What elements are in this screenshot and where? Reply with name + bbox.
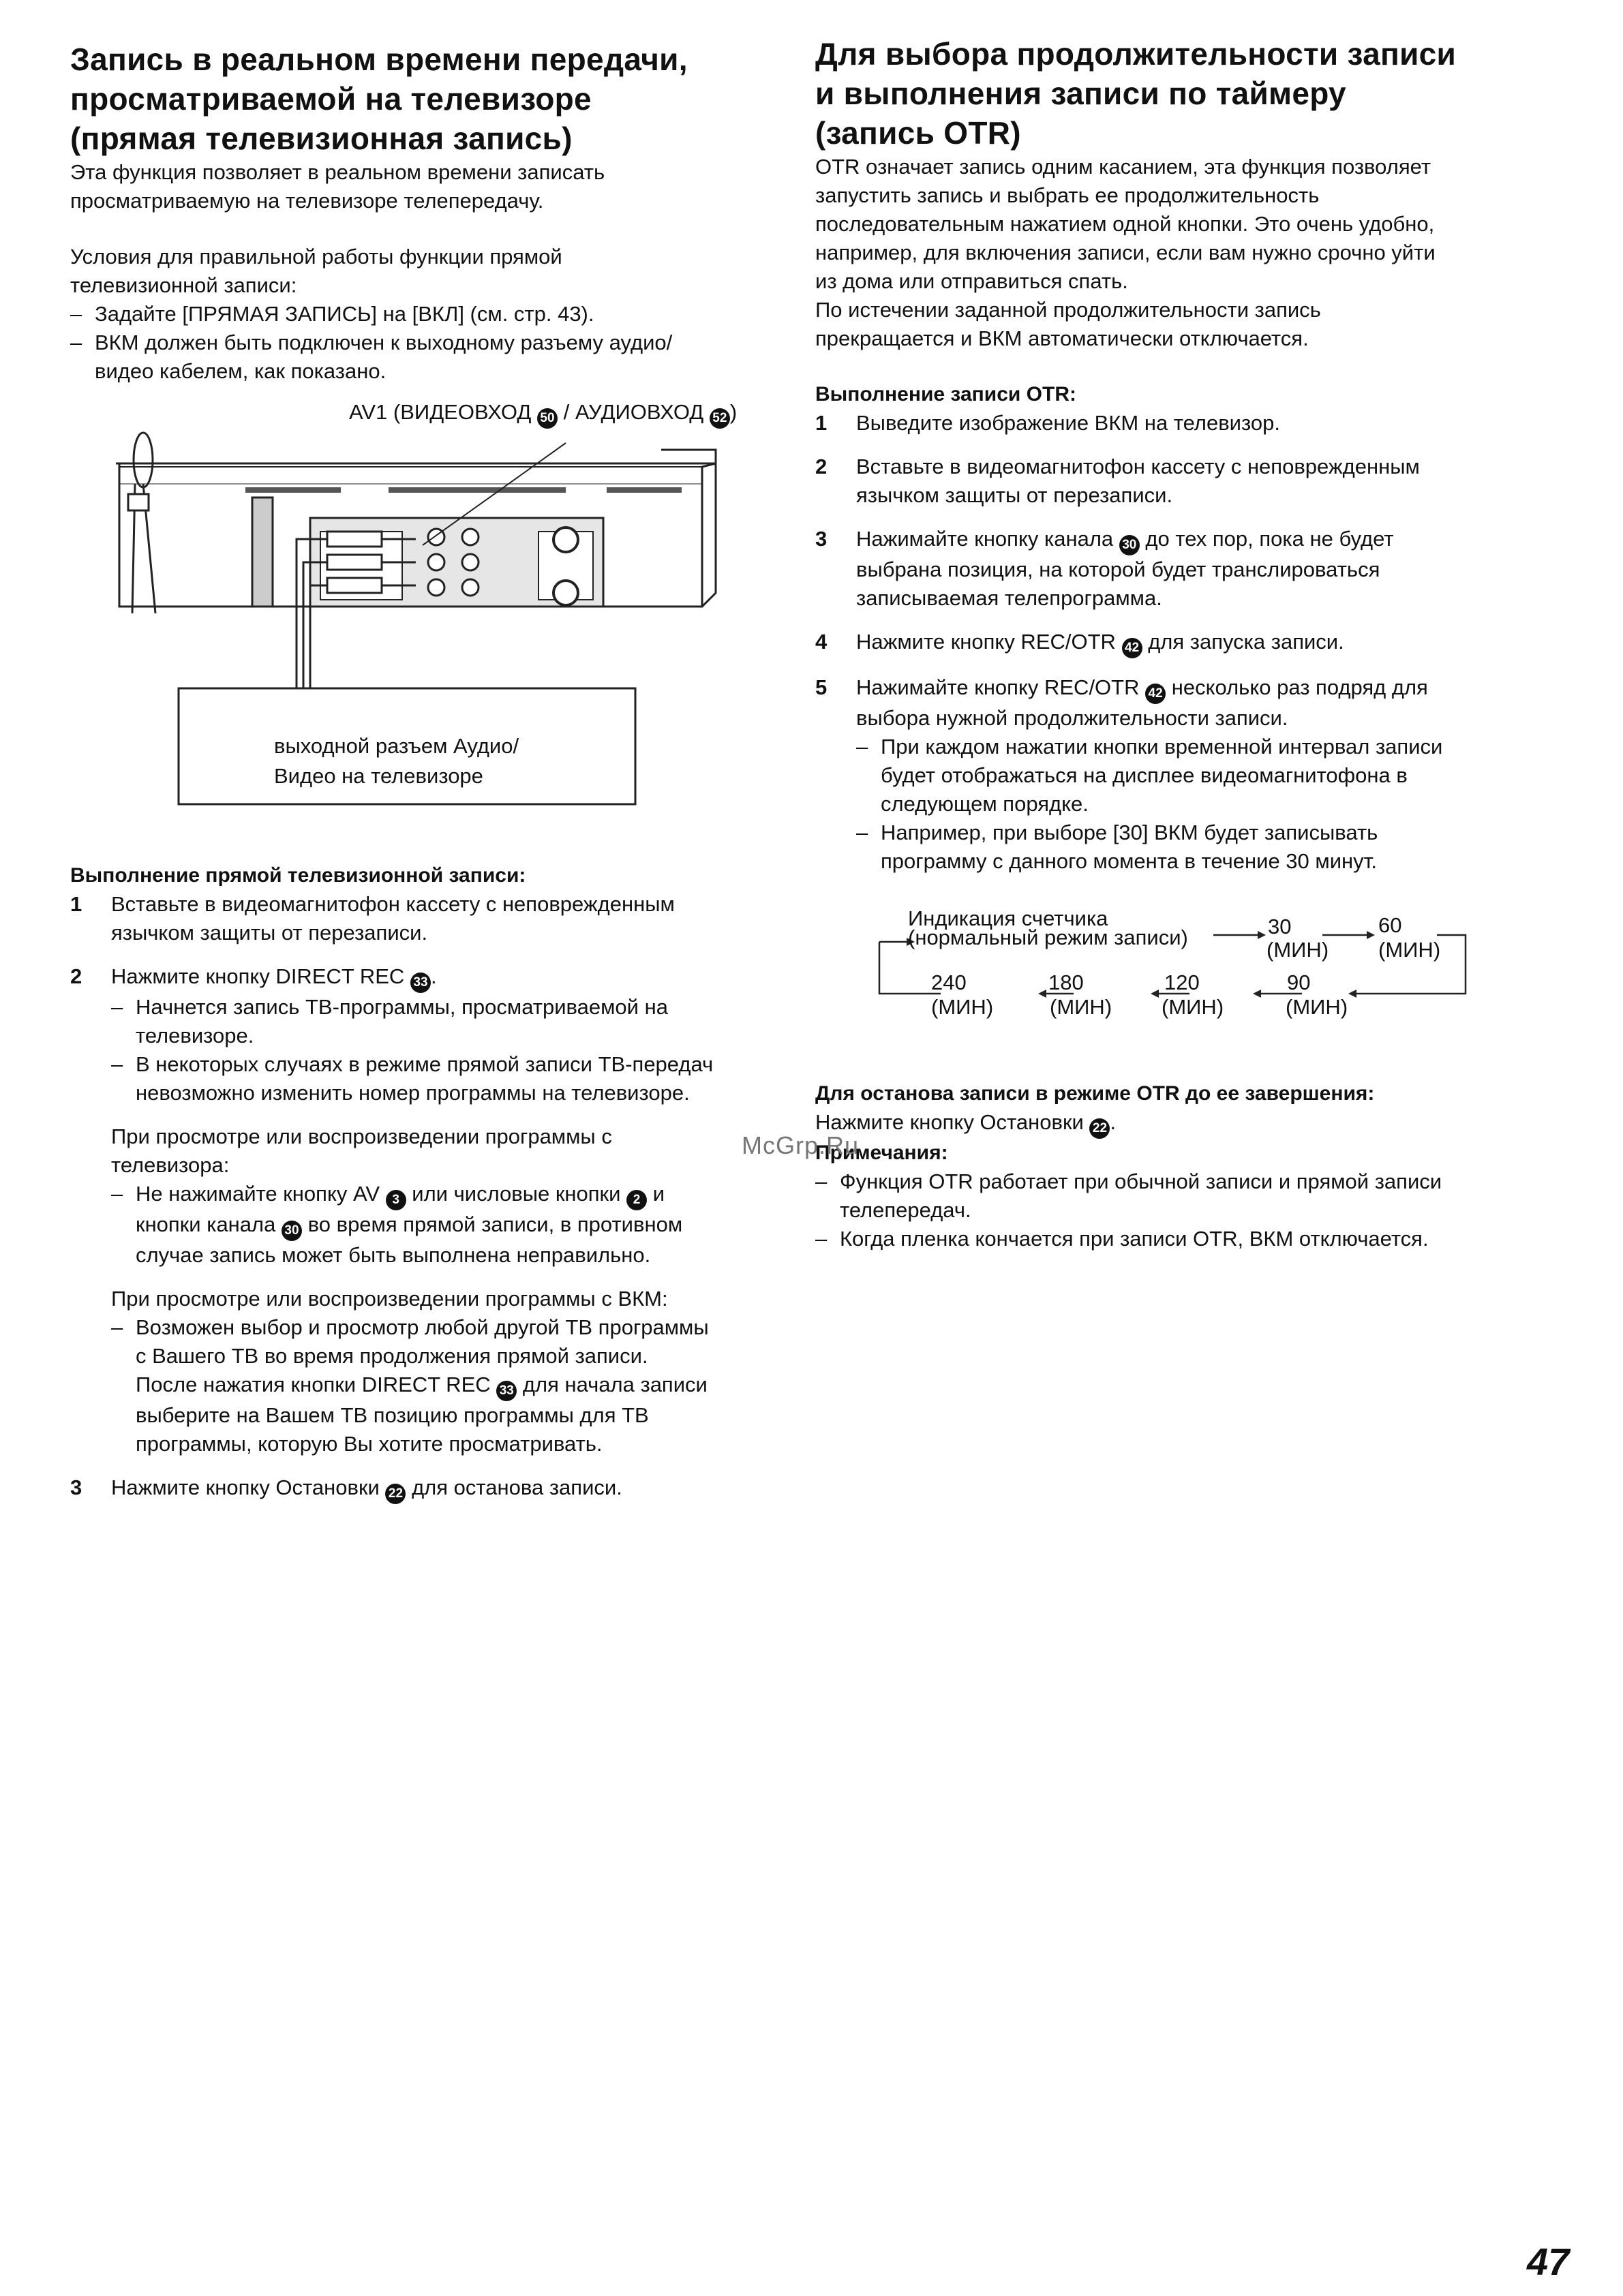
- text-line: или числовые кнопки: [412, 1182, 621, 1206]
- number-badge: [386, 1190, 406, 1210]
- number-badge: [282, 1221, 302, 1241]
- step-item: [70, 1473, 786, 1504]
- condition-item: [70, 300, 786, 328]
- text-line: Условия для правильной работы функции прямой: [70, 245, 562, 269]
- page-number: 47: [1527, 2240, 1570, 2283]
- section-heading: Выполнение прямой телевизионной записи:: [70, 864, 526, 887]
- text-line: во время прямой записи, в противном: [307, 1212, 683, 1236]
- text-line: Нажимайте кнопку REC/OTR: [856, 675, 1140, 699]
- text-line: выходной разъем Аудио/: [274, 734, 519, 758]
- text-line: По истечении заданной продолжительности запись: [815, 298, 1321, 322]
- right-title: [815, 34, 1517, 153]
- text-line: программы, которую Вы хотите просматривать.: [136, 1432, 603, 1456]
- conditions-intro: [70, 243, 786, 300]
- unit-90: (МИН): [1286, 995, 1348, 1019]
- stop-text: [815, 1108, 1517, 1139]
- text-line: выбора нужной продолжительности записи.: [856, 706, 1288, 730]
- text-line: Возможен выбор и просмотр любой другой ТВ программы: [136, 1315, 709, 1339]
- text-line: Нажмите кнопку REC/OTR: [856, 630, 1116, 654]
- text-line: Начнется запись ТВ-программы, просматриваемой на: [136, 995, 668, 1019]
- text-line: выбрана позиция, на которой будет транслироваться: [856, 557, 1380, 581]
- left-intro: [70, 158, 786, 215]
- text-line: кнопки канала: [136, 1212, 276, 1236]
- step-item: [70, 962, 786, 993]
- left-title-line: Запись в реальном времени передачи,: [70, 42, 688, 77]
- text-line: Вставьте в видеомагнитофон кассету с неповрежденным: [111, 892, 675, 916]
- vent-strip: [607, 487, 682, 493]
- direct-rec-section: [70, 861, 786, 1504]
- text-line: для начала записи: [522, 1373, 708, 1396]
- unit-60: (МИН): [1378, 938, 1441, 962]
- step-number: 4: [815, 630, 828, 654]
- unit-30: (МИН): [1266, 938, 1329, 962]
- value-30: 30: [1268, 915, 1292, 938]
- step-number: 1: [70, 892, 82, 916]
- text-line: OTR означает запись одним касанием, эта функция позволяет: [815, 155, 1431, 179]
- av1-label-text: AV1 (ВИДЕОВХОД: [349, 400, 532, 424]
- otr-flow-diagram: [866, 900, 1479, 1036]
- unit-180: (МИН): [1050, 995, 1112, 1019]
- av-cable: [297, 539, 327, 688]
- text-line: При каждом нажатии кнопки временной интервал записи: [881, 735, 1443, 759]
- text-line: Функция OTR работает при обычной записи и прямой записи: [840, 1169, 1442, 1193]
- note-item: [815, 1167, 1517, 1225]
- text-line: При просмотре или воспроизведении программы с: [111, 1124, 612, 1148]
- text-line: телепередач.: [840, 1198, 971, 1222]
- number-badge: [496, 1381, 517, 1401]
- otr-section-heading: Выполнение записи OTR:: [815, 383, 1076, 405]
- av1-label: [349, 398, 737, 429]
- step-number: 2: [70, 964, 82, 988]
- text-line: для останова записи.: [412, 1475, 622, 1499]
- dash-marker: –: [70, 302, 82, 326]
- number-badge: [710, 408, 730, 429]
- text-line: Видео на телевизоре: [274, 764, 483, 788]
- left-column: [70, 40, 786, 386]
- text-line: Вставьте в видеомагнитофон кассету с неповрежденным: [856, 455, 1420, 478]
- dash-marker: –: [815, 1227, 828, 1251]
- text-line: с Вашего ТВ во время продолжения прямой записи.: [136, 1344, 648, 1368]
- text-line: случае запись может быть выполнена неправильно.: [136, 1243, 651, 1267]
- unit-120: (МИН): [1162, 995, 1224, 1019]
- note-item: [856, 818, 1517, 876]
- dash-marker: –: [111, 1182, 123, 1206]
- text-line: просматриваемую на телевизоре телепередачу.: [70, 189, 544, 213]
- text-line: запустить запись и выбрать ее продолжительность: [815, 183, 1320, 207]
- text-line: Эта функция позволяет в реальном времени записать: [70, 160, 605, 184]
- text-line: ВКМ должен быть подключен к выходному разъему аудио/: [95, 331, 673, 354]
- text-line: из дома или отправиться спать.: [815, 269, 1128, 293]
- dash-marker: –: [111, 1315, 123, 1339]
- value-240: 240: [931, 970, 967, 994]
- text-line: Когда пленка кончается при записи OTR, ВКМ отключается.: [840, 1227, 1429, 1251]
- note-item: [111, 1313, 786, 1458]
- text-line: В некоторых случаях в режиме прямой записи ТВ-передач: [136, 1052, 714, 1076]
- text-line: выберите на Вашем ТВ позицию программы для ТВ: [136, 1403, 649, 1427]
- text-line: Например, при выборе [30] ВКМ будет записывать: [881, 821, 1378, 844]
- text-line: язычком защиты от перезаписи.: [856, 483, 1173, 507]
- dash-marker: –: [111, 1052, 123, 1076]
- number-badge: [1145, 684, 1166, 704]
- step-number: 2: [815, 455, 828, 478]
- right-column: [815, 34, 1517, 876]
- text-line: для запуска записи.: [1148, 630, 1344, 654]
- number-badge: [626, 1190, 647, 1210]
- vent-strip: [245, 487, 341, 493]
- value-180: 180: [1048, 970, 1084, 994]
- step-item: [815, 525, 1517, 613]
- note-item: [815, 1225, 1517, 1253]
- note-item: [111, 1180, 786, 1270]
- tv-watch-intro: [111, 1122, 786, 1180]
- left-title: [70, 40, 786, 158]
- left-title-line: просматриваемой на телевизоре: [70, 81, 592, 117]
- note-item: [111, 993, 786, 1050]
- dash-marker: –: [815, 1169, 828, 1193]
- value-60: 60: [1378, 913, 1402, 937]
- step-number: 3: [70, 1475, 82, 1499]
- step-item: [815, 409, 1517, 438]
- vcr-watch-intro: При просмотре или воспроизведении программы с ВКМ:: [111, 1287, 668, 1311]
- text-line: последовательным нажатием одной кнопки. Это очень удобно,: [815, 212, 1435, 236]
- text-line: до тех пор, пока не будет: [1145, 527, 1394, 551]
- otr-intro: [815, 153, 1517, 353]
- text-line: После нажатия кнопки DIRECT REC: [136, 1373, 491, 1396]
- step-item: [815, 453, 1517, 510]
- text-line: Нажмите кнопку DIRECT REC: [111, 964, 405, 988]
- number-badge: [1122, 638, 1142, 658]
- text-line: Нажимайте кнопку канала: [856, 527, 1114, 551]
- condition-item: [70, 328, 786, 386]
- number-badge: [410, 973, 431, 993]
- text-line: программу с данного момента в течение 30 минут.: [881, 849, 1378, 873]
- note-item: [111, 1050, 786, 1107]
- text-line: и: [652, 1182, 665, 1206]
- text-line: Нажмите кнопку Остановки: [815, 1110, 1084, 1134]
- number-badge: [1119, 535, 1140, 555]
- text-line: телевизоре.: [136, 1024, 254, 1047]
- counter-label: Индикация счетчика: [908, 906, 1108, 930]
- text-line: Выведите изображение ВКМ на телевизор.: [856, 411, 1280, 435]
- text-line: телевизионной записи:: [70, 273, 297, 297]
- cable-tie: [128, 433, 155, 613]
- number-badge: [1089, 1118, 1110, 1139]
- notes-heading: Примечания:: [815, 1142, 948, 1164]
- text-line: например, для включения записи, если вам нужно срочно уйти: [815, 241, 1436, 264]
- left-title-line: (прямая телевизионная запись): [70, 121, 573, 156]
- step-number: 1: [815, 411, 828, 435]
- step-item: [815, 673, 1517, 876]
- dash-marker: –: [856, 821, 868, 844]
- watermark: McGrp.Ru: [742, 1131, 860, 1159]
- otr-stop-section: [815, 1080, 1517, 1253]
- av1-sep-text: / АУДИОВХОД: [563, 400, 704, 424]
- text-line: язычком защиты от перезаписи.: [111, 921, 428, 945]
- text-line: телевизора:: [111, 1153, 230, 1177]
- text-line: видео кабелем, как показано.: [95, 359, 386, 383]
- value-120: 120: [1164, 970, 1200, 994]
- vent-strip: [389, 487, 566, 493]
- text-line: Задайте [ПРЯМАЯ ЗАПИСЬ] на [ВКЛ] (см. стр. 43).: [95, 302, 594, 326]
- step-number: 3: [815, 527, 828, 551]
- note-item: [856, 733, 1517, 818]
- text-line: невозможно изменить номер программы на телевизоре.: [136, 1081, 690, 1105]
- dash-marker: –: [111, 995, 123, 1019]
- text-line: Нажмите кнопку Остановки: [111, 1475, 380, 1499]
- normal-mode-label: (нормальный режим записи): [908, 925, 1188, 949]
- step-item: [70, 890, 786, 947]
- unit-240: (МИН): [931, 995, 994, 1019]
- dash-marker: –: [70, 331, 82, 354]
- step-item: [815, 628, 1517, 658]
- tv-output-label: [274, 731, 519, 791]
- text-line: записываемая телепрограмма.: [856, 586, 1162, 610]
- right-title-line: Для выбора продолжительности записи: [815, 36, 1457, 72]
- av1-close-text: ): [729, 400, 738, 424]
- right-title-line: и выполнения записи по таймеру: [815, 76, 1346, 111]
- text-line: будет отображаться на дисплее видеомагнитофона в: [881, 763, 1408, 787]
- step-number: 5: [815, 675, 828, 699]
- text-line: несколько раз подряд для: [1171, 675, 1428, 699]
- dash-marker: –: [856, 735, 868, 759]
- text-line: .: [1110, 1110, 1117, 1134]
- text-line: .: [430, 964, 437, 988]
- stop-heading: Для останова записи в режиме OTR до ее завершения:: [815, 1082, 1375, 1105]
- number-badge: [385, 1484, 406, 1504]
- right-title-line: (запись OTR): [815, 115, 1021, 151]
- text-line: следующем порядке.: [881, 792, 1089, 816]
- number-badge: [537, 408, 558, 429]
- text-line: прекращается и ВКМ автоматически отключается.: [815, 326, 1309, 350]
- value-90: 90: [1287, 970, 1311, 994]
- text-line: Не нажимайте кнопку AV: [136, 1182, 380, 1206]
